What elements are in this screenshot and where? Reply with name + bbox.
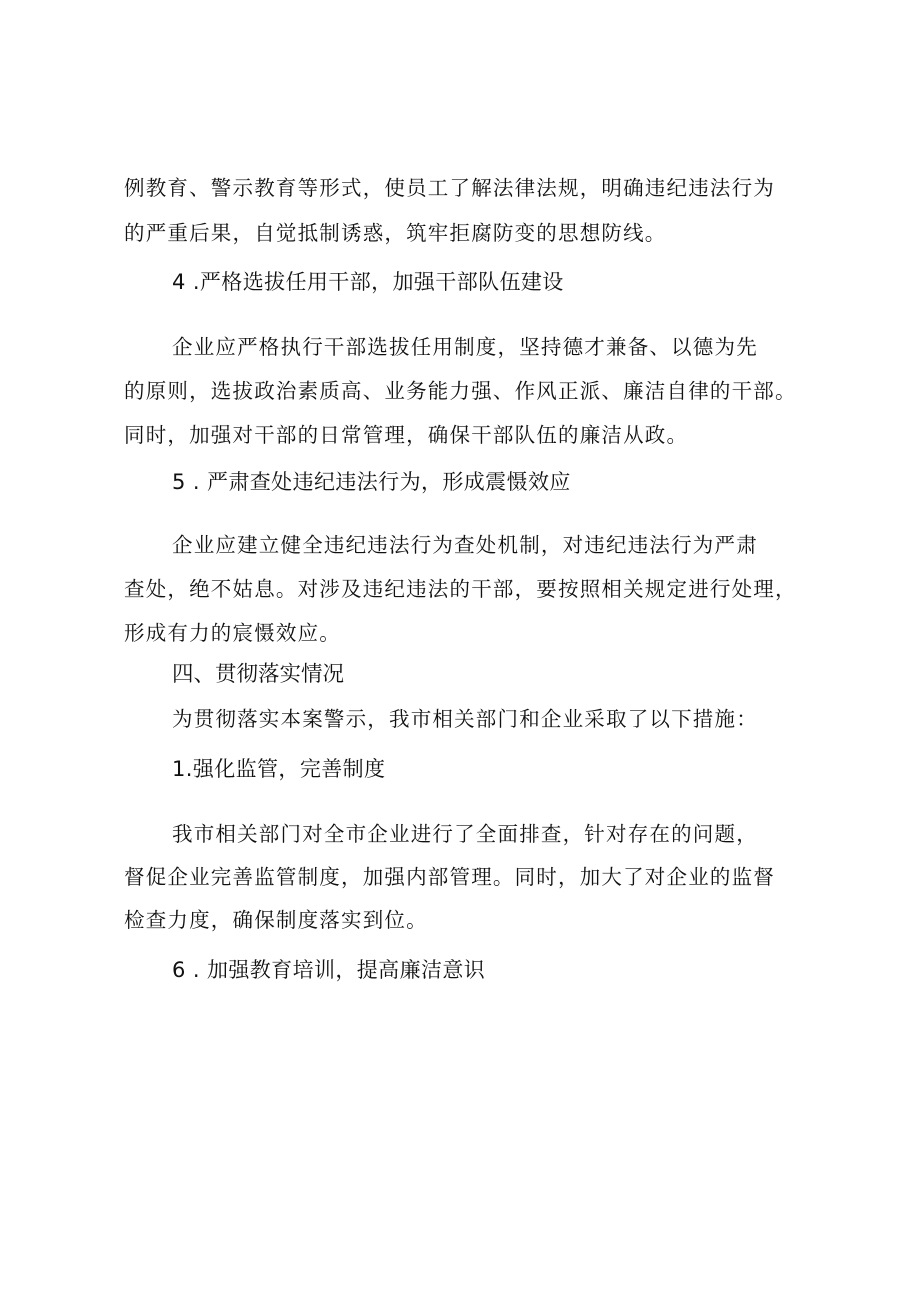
section-heading: 5 . 严肃查处违纪违法行为，形成震慑效应 <box>172 470 571 494</box>
section-heading: 4 .严格选拔任用干部，加强干部队伍建设 <box>172 270 564 294</box>
section-heading: 1.强化监管，完善制度 <box>172 757 386 781</box>
section-heading: 6 . 加强教育培训，提高廉洁意识 <box>172 958 486 982</box>
paragraph-line: 企业应严格执行干部选拔任用制度，坚持德才兼备、以德为先 <box>172 335 758 359</box>
main-heading: 四、贯彻落实情况 <box>172 662 345 687</box>
paragraph-line: 我市相关部门对全市企业进行了全面排查，针对存在的问题， <box>172 822 758 846</box>
paragraph-line: 同时，加强对干部的日常管理，确保干部队伍的廉洁从政。 <box>124 423 689 447</box>
paragraph-line: 例教育、警示教育等形式，使员工了解法律法规，明确违纪违法行为 <box>124 176 775 200</box>
paragraph-line: 督促企业完善监管制度，加强内部管理。同时，加大了对企业的监督 <box>124 865 775 889</box>
paragraph-line: 查处，绝不姑息。对涉及违纪违法的干部，要按照相关规定进行处理， <box>124 577 797 601</box>
paragraph-line: 为贯彻落实本案警示，我市相关部门和企业采取了以下措施： <box>172 707 758 731</box>
paragraph-line: 的严重后果，自觉抵制诱惑，筑牢拒腐防变的思想防线。 <box>124 221 667 245</box>
paragraph-line: 检查力度，确保制度落实到位。 <box>124 908 428 932</box>
paragraph-line: 形成有力的宸慑效应。 <box>124 621 341 645</box>
paragraph-line: 企业应建立健全违纪违法行为查处机制，对违纪违法行为严肃 <box>172 533 758 557</box>
paragraph-line: 的原则，选拔政治素质高、业务能力强、作风正派、廉洁自律的干部。 <box>124 379 797 403</box>
